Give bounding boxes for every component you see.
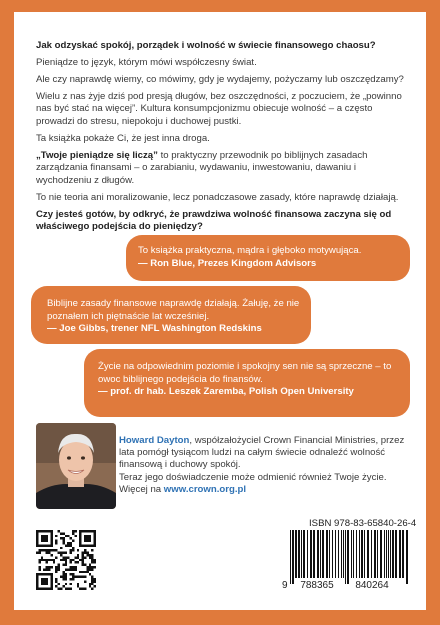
- barcode-digits-right: 840264: [355, 580, 389, 590]
- bio-text: , współzałożyciel Crown Financial Ministries, przez lata pomógł tysiącom ludzi na całym świecie odnaleźć wolność finansową i duchowy spokój.: [119, 435, 405, 471]
- endorsement-quote: [126, 235, 410, 281]
- quote-author: — Joe Gibbs, trener NFL Washington Redskins: [47, 323, 262, 335]
- author-bio: [119, 435, 411, 496]
- description-paragraph: Pieniądze to język, którym mówi współczesny świat.: [36, 57, 257, 68]
- more-info-label: Więcej na: [119, 483, 164, 495]
- description-paragraph: Wielu z nas żyje dziś pod presją długów, bez oszczędności, z poczuciem, że „powinno nas być stać na więcej”. Kultura konsumpcjonizmu obiecuje wolność – a często prowadzi do stresu, niepokoju i duchowej pustki.: [36, 91, 402, 127]
- bio-paragraph: [119, 435, 411, 472]
- description: [36, 40, 411, 238]
- endorsement-quote: [31, 286, 311, 344]
- author-photo: [36, 423, 116, 509]
- quote-author: — Ron Blue, Prezes Kingdom Advisors: [138, 257, 317, 269]
- isbn-label: ISBN 978-83-65840-26-4: [309, 518, 417, 529]
- quote-author: — prof. dr hab. Leszek Zaremba, Polish Open University: [98, 386, 354, 398]
- description-paragraph: [36, 150, 411, 187]
- qr-code: [36, 530, 96, 590]
- description-heading: Jak odzyskać spokój, porządek i wolność w świecie finansowego chaosu?: [36, 40, 376, 51]
- description-closing-question: Czy jesteś gotów, by odkryć, że prawdziwa wolność finansowa zaczyna się od właściwego podejścia do pieniędzy?: [36, 208, 392, 233]
- description-paragraph: To nie teoria ani moralizowanie, lecz ponadczasowe zasady, które naprawdę działają.: [36, 191, 399, 203]
- isbn-barcode: [280, 530, 412, 590]
- description-paragraph-text: to praktyczny przewodnik po biblijnych zasadach zarządzania finansami – o zarabianiu, wydawaniu, inwestowaniu, dawaniu i wychodzeniu z długów.: [36, 149, 368, 186]
- quote-text: Biblijne zasady finansowe naprawdę działają. Żałuję, że nie poznałem ich piętnaście lat wcześniej.: [47, 298, 300, 322]
- barcode-digits-left: 788365: [300, 580, 334, 590]
- barcode-digit-first: 9: [282, 580, 288, 590]
- quote-text: Życie na odpowiednim poziomie i spokojny sen nie są sprzeczne – to owoc biblijnego podejścia do finansów.: [98, 361, 392, 385]
- description-paragraph: Ta książka pokaże Ci, że jest inna droga.: [36, 132, 210, 144]
- author-name: Howard Dayton: [119, 435, 190, 446]
- quote-text: To książka praktyczna, mądra i głęboko motywująca.: [138, 245, 362, 256]
- description-paragraph: Ale czy naprawdę wiemy, co mówimy, gdy je wydajemy, pożyczamy lub oszczędzamy?: [36, 74, 404, 85]
- book-title: „Twoje pieniądze się liczą”: [36, 149, 158, 161]
- bio-paragraph: Teraz jego doświadczenie może odmienić również Twoje życie.: [119, 471, 387, 483]
- bio-paragraph: [119, 484, 411, 496]
- website-link[interactable]: www.crown.org.pl: [163, 483, 247, 495]
- endorsement-quote: [84, 349, 410, 417]
- back-cover: [14, 12, 426, 610]
